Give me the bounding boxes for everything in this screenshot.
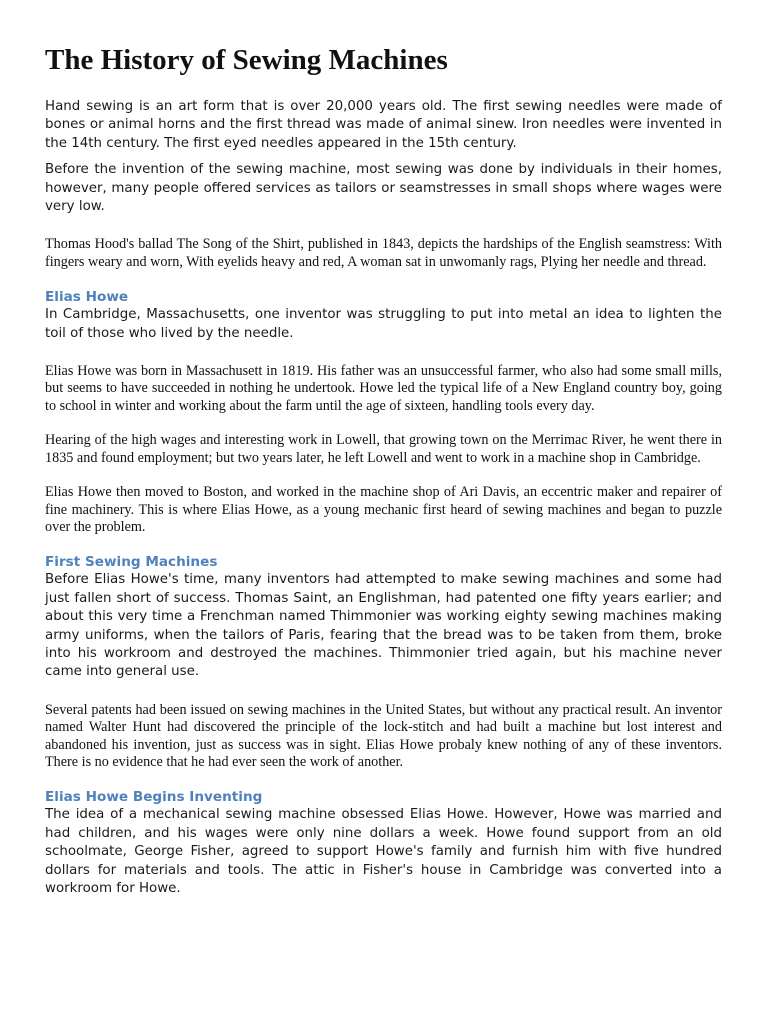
section3-paragraph-1: The idea of a mechanical sewing machine obsessed Elias Howe. However, Howe was married and had children, and his wages were only nine dollars a week. Howe found support from an old schoolmate, George Fisher, agreed to support Howe's family and furnish him with five hundred dollars for materials and tools. The attic in Fisher's house in Cambridge was converted into a workroom for Howe. bbox=[45, 807, 722, 896]
section1-paragraph-2: Elias Howe was born in Massachusett in 1819. His father was an unsuccessful farmer, who also had some small mills, but seems to have succeeded in nothing he undertook. Howe led the typical life of a New England country boy, going to school in winter and working about the farm until the age of sixteen, handling tools every day. bbox=[45, 363, 722, 414]
section-heading-elias-howe: Elias Howe bbox=[45, 289, 129, 306]
section1-paragraph-4: Elias Howe then moved to Boston, and worked in the machine shop of Ari Davis, an eccentric maker and repairer of fine machinery. This is where Elias Howe, as a young mechanic first heard of sewing machines and began to puzzle over the problem. bbox=[45, 484, 722, 535]
section1-paragraph-3: Hearing of the high wages and interesting work in Lowell, that growing town on the Merrimac River, he went there in 1835 and found employment; but two years later, he left Lowell and went to work in a machine shop in Cambridge. bbox=[45, 432, 722, 466]
intro-paragraph-2: Before the invention of the sewing machine, most sewing was done by individuals in their homes, however, many people offered services as tailors or seamstresses in small shops where wages were very low. bbox=[45, 162, 722, 215]
intro-paragraph-1: Hand sewing is an art form that is over 20,000 years old. The first sewing needles were made of bones or animal horns and the first thread was made of animal sinew. Iron needles were invented in the 14th century. The first eyed needles appeared in the 15th century. bbox=[45, 99, 722, 151]
section2-paragraph-2: Several patents had been issued on sewing machines in the United States, but without any practical result. An inventor named Walter Hunt had discovered the principle of the lock-stitch and had built a machine but lost interest and abandoned his invention, just as success was in sight. Elias Howe probaly knew nothing of any of these inventors. There is no evidence that he had ever seen the work of another. bbox=[45, 701, 722, 770]
section-heading-first-sewing-machines: First Sewing Machines bbox=[45, 554, 218, 571]
page-title: The History of Sewing Machines bbox=[45, 44, 448, 76]
intro-paragraph-3: Thomas Hood's ballad The Song of the Shirt, published in 1843, depicts the hardships of the English seamstress: With fingers weary and worn, With eyelids heavy and red, A woman sat in unwomanly rags, Plying her needle and thread. bbox=[45, 236, 722, 270]
section2-paragraph-1: Before Elias Howe's time, many inventors had attempted to make sewing machines and some had just fallen short of success. Thomas Saint, an Englishman, had patented one fifty years earlier; and about this very time a Frenchman named Thimmonier was working eighty sewing machines making army uniforms, when the tailors of Paris, fearing that the bread was to be taken from them, broke into his workroom and destroyed the machines. Thimmonier tried again, but his machine never came into general use. bbox=[45, 572, 722, 680]
section1-paragraph-1: In Cambridge, Massachusetts, one inventor was struggling to put into metal an idea to lighten the toil of those who lived by the needle. bbox=[45, 307, 722, 341]
section-heading-elias-howe-begins-inventing: Elias Howe Begins Inventing bbox=[45, 789, 263, 806]
